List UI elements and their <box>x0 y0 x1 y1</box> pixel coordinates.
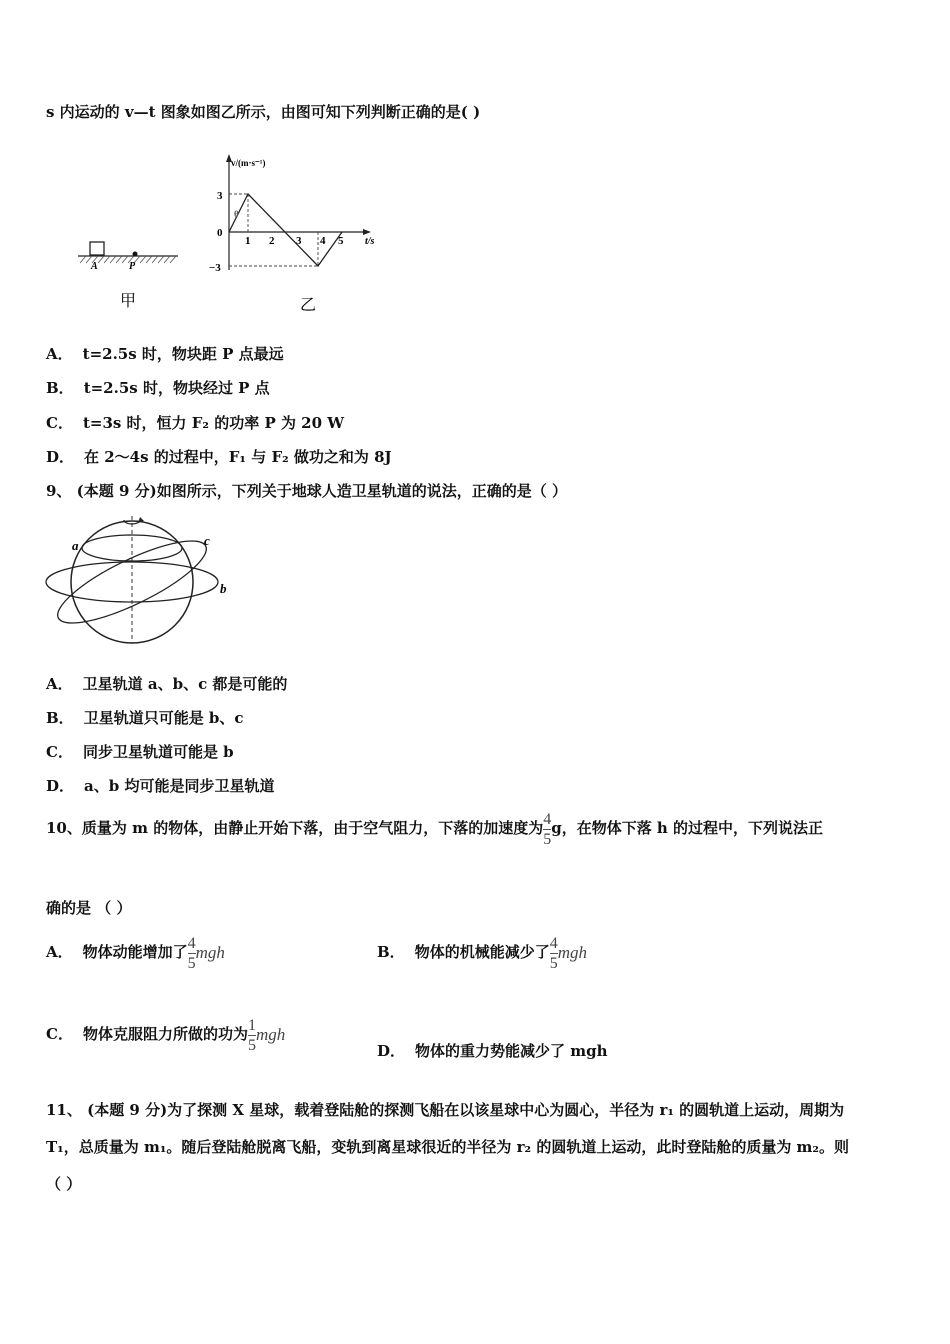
figure-jia <box>74 236 184 316</box>
fig-yi-xtick-5: 5 <box>338 235 344 247</box>
fig-yi-ytick-neg3: −3 <box>209 262 221 274</box>
q8-option-c: C． t=3s 时，恒力 F₂ 的功率 P 为 20 W <box>46 414 345 432</box>
q11-line2: T₁，总质量为 m₁。随后登陆舱脱离飞船，变轨到离星球很近的半径为 r₂ 的圆轨道上运动，此时登陆舱的质量为 m₂。则 <box>46 1138 849 1156</box>
q9-option-a: A． 卫星轨道 a、b、c 都是可能的 <box>46 675 288 693</box>
q11-line3: （ ） <box>46 1175 82 1193</box>
q8-option-d: D． 在 2～4s 的过程中，F₁ 与 F₂ 做功之和为 8J <box>46 448 392 466</box>
q10-option-d: D． 物体的重力势能减少了 mgh <box>377 1042 608 1060</box>
fig-yi-xtick-2: 2 <box>269 235 275 247</box>
fig-yi-ylabel: v/(m·s⁻¹) <box>231 158 266 168</box>
svg-text:θ: θ <box>234 209 239 219</box>
q11-line1: 11、 (本题 9 分)为了探测 X 星球，载着登陆舱的探测飞船在以该星球中心为圆心，半径为 r₁ 的圆轨道上运动，周期为 <box>46 1101 845 1119</box>
q10-stem-line2: 确的是 （ ） <box>46 899 132 917</box>
q8-option-b: B． t=2.5s 时，物块经过 P 点 <box>46 379 270 397</box>
q8-stem: s 内运动的 v—t 图象如图乙所示，由图可知下列判断正确的是( ) <box>46 103 481 121</box>
q10-stem: 10、质量为 m 的物体，由静止开始下落，由于空气阻力，下落的加速度为$\frac{4}{5}g$，在物体下落 h 的过程中，下列说法正 <box>46 810 824 848</box>
orbit-label-a: a <box>72 538 79 553</box>
fig-yi-xtick-3: 3 <box>296 235 302 247</box>
fig-label-jia: 甲 <box>120 293 137 310</box>
q9-stem: 9、 (本题 9 分)如图所示，下列关于地球人造卫星轨道的说法，正确的是（ ） <box>46 482 567 500</box>
figure-yi-vt-graph <box>205 150 390 315</box>
q10-fraction: $\frac{4}{5}$ <box>543 810 552 848</box>
q9-option-c: C． 同步卫星轨道可能是 b <box>46 743 234 761</box>
fig-yi-ytick-3: 3 <box>217 190 223 202</box>
q9-option-d: D． a、b 均可能是同步卫星轨道 <box>46 777 275 795</box>
fig-yi-xtick-4: 4 <box>320 235 326 247</box>
fig-yi-xtick-1: 1 <box>245 235 251 247</box>
figure-satellite-orbits <box>40 510 240 650</box>
fig-yi-xlabel: t/s <box>365 236 375 247</box>
q10-option-b: B． 物体的机械能减少了$\frac{4}{5}mgh$ <box>377 934 587 972</box>
fig-label-yi: 乙 <box>300 297 317 314</box>
orbit-label-b: b <box>220 581 227 596</box>
q9-option-b: B． 卫星轨道只可能是 b、c <box>46 709 244 727</box>
q10-option-a: A． 物体动能增加了$\frac{4}{5}mgh$ <box>46 934 225 972</box>
fig-jia-label-A: A <box>91 261 98 272</box>
orbit-label-c: c <box>204 533 210 548</box>
fig-jia-label-P: P <box>129 261 136 272</box>
fig-yi-ytick-0: 0 <box>217 227 223 239</box>
q8-option-a: A． t=2.5s 时，物块距 P 点最远 <box>46 345 284 363</box>
q10-option-c: C． 物体克服阻力所做的功为$\frac{1}{5}mgh$ <box>46 1016 286 1054</box>
